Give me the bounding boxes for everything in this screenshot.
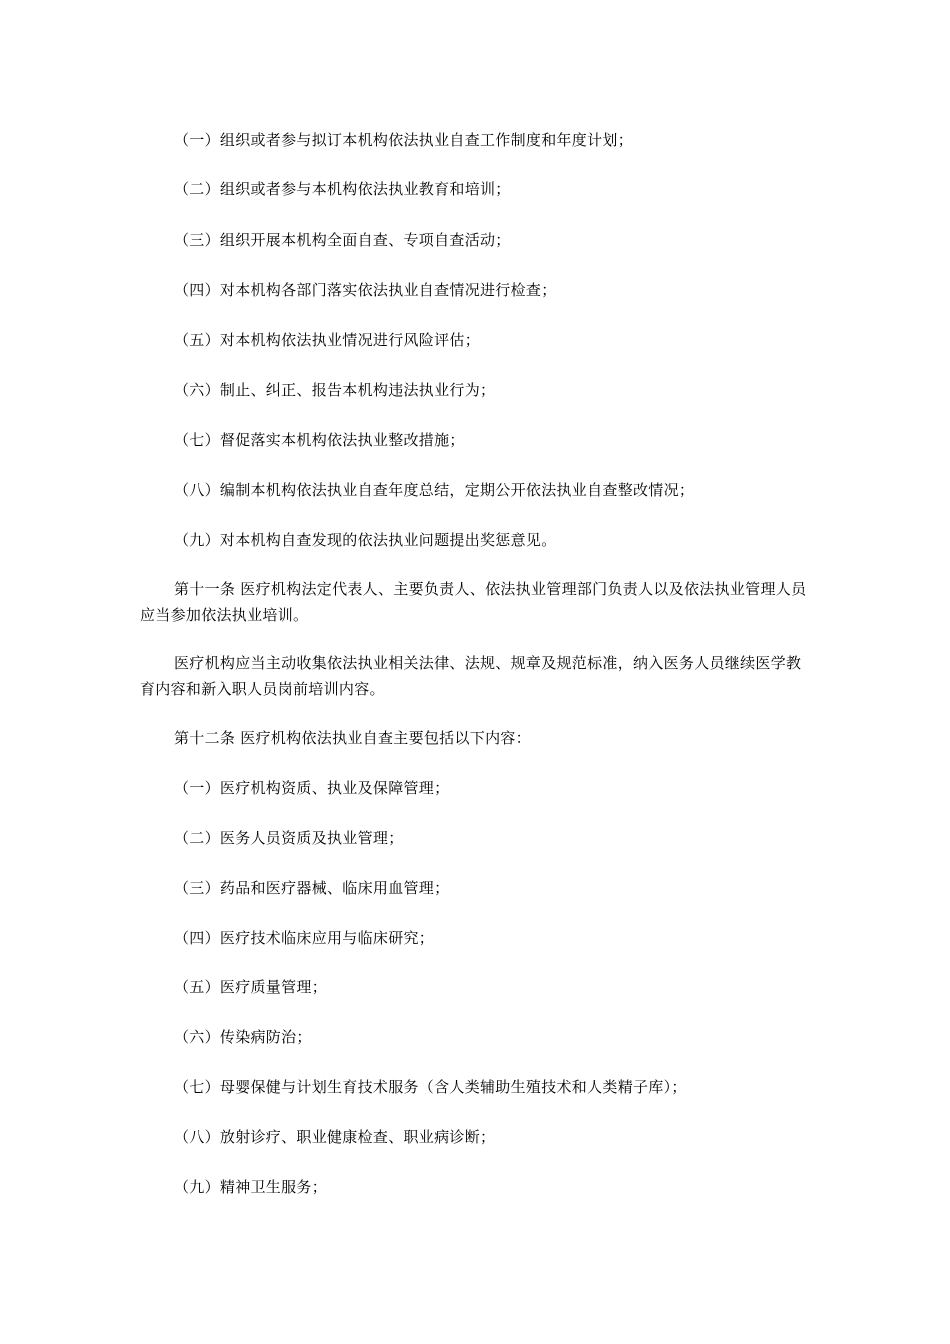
list-item: （八）编制本机构依法执业自查年度总结，定期公开依法执业自查整改情况； xyxy=(174,481,695,499)
list-item: （五）对本机构依法执业情况进行风险评估； xyxy=(174,331,481,349)
list-item: （七）督促落实本机构依法执业整改措施； xyxy=(174,431,465,449)
list-item: （三）组织开展本机构全面自查、专项自查活动； xyxy=(174,231,511,249)
list-item: （一）组织或者参与拟订本机构依法执业自查工作制度和年度计划； xyxy=(174,131,634,149)
article-12: 第十二条 医疗机构依法执业自查主要包括以下内容： xyxy=(174,729,531,747)
list-item: （二）医务人员资质及执业管理； xyxy=(174,829,404,847)
article-11-paragraph: 医疗机构应当主动收集依法执业相关法律、法规、规章及规范标准，纳入医务人员继续医学教育内容和新入职人员岗前培训内容。 xyxy=(140,654,802,698)
list-item: （三）药品和医疗器械、临床用血管理； xyxy=(174,879,450,897)
list-item: （六）制止、纠正、报告本机构违法执业行为； xyxy=(174,381,496,399)
list-item: （五）医疗质量管理； xyxy=(174,978,328,996)
list-item: （六）传染病防治； xyxy=(174,1028,312,1046)
list-item: （四）医疗技术临床应用与临床研究； xyxy=(174,929,435,947)
list-item: （二）组织或者参与本机构依法执业教育和培训； xyxy=(174,180,511,198)
list-item: （九）对本机构自查发现的依法执业问题提出奖惩意见。 xyxy=(174,531,557,549)
list-item: （四）对本机构各部门落实依法执业自查情况进行检查； xyxy=(174,281,557,299)
list-item: （九）精神卫生服务； xyxy=(174,1178,328,1196)
list-item: （八）放射诊疗、职业健康检查、职业病诊断； xyxy=(174,1128,496,1146)
list-item: （七）母婴保健与计划生育技术服务（含人类辅助生殖技术和人类精子库）； xyxy=(174,1078,687,1096)
article-11: 第十一条 医疗机构法定代表人、主要负责人、依法执业管理部门负责人以及依法执业管理人员应当参加依法执业培训。 xyxy=(140,580,807,624)
list-item: （一）医疗机构资质、执业及保障管理； xyxy=(174,779,450,797)
